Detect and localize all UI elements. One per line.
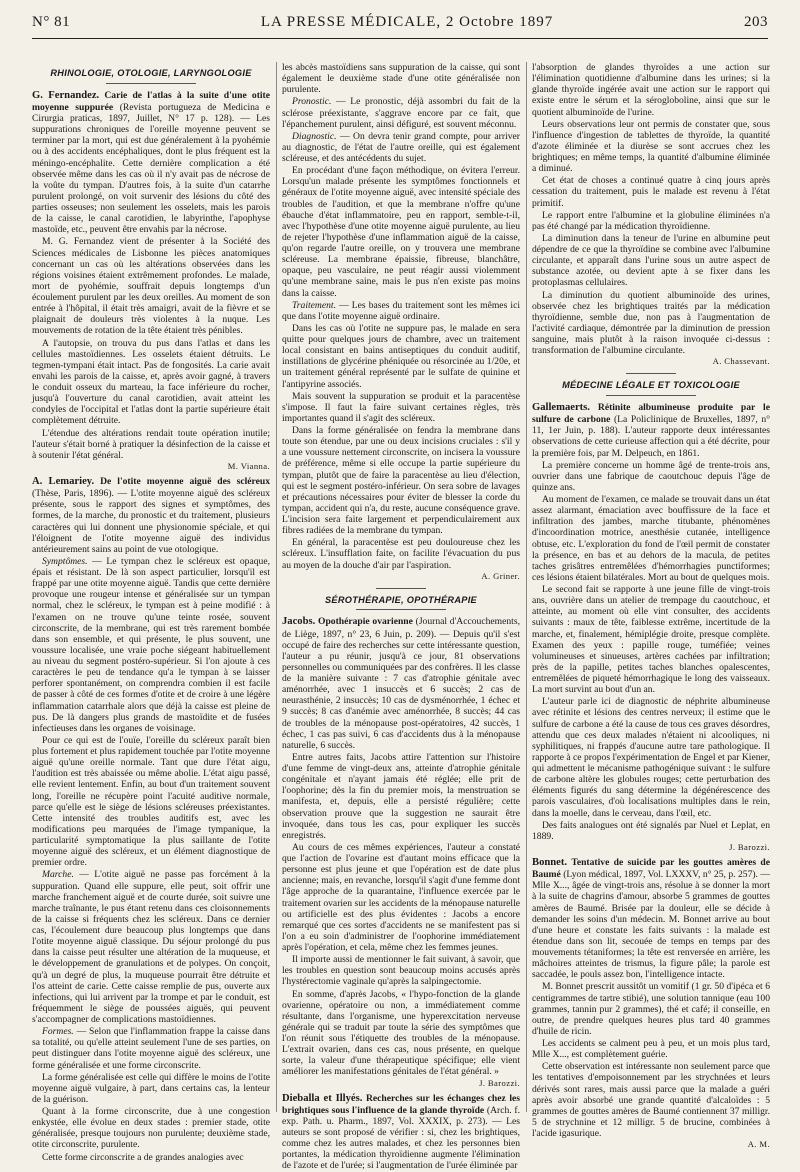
running-header <box>32 14 768 36</box>
page-number: 203 <box>743 14 768 30</box>
signature: A. M. <box>747 1139 770 1150</box>
paragraph: les abcès mastoïdiens sans suppuration de la caisse, qui sont également le deuxième stade d'une otite généralisée non purulente. <box>282 62 520 96</box>
three-column-body <box>32 62 770 1172</box>
section-rule <box>376 588 426 589</box>
paragraph: L'auteur parle ici de diagnostic de néphrite albumineuse avec rétinite et lésions des centres nerveux; il estime que le sulfure de carbone a été la cause de tous ces graves désordres, attendu que ces deux malades n'étaient ni alcooliques, ni syphilitiques, ni frappés d'aucune autre tare pathologique. Il rapporte à ce propos l'expérimentation de Engel et par Kiener, qui admettent le mécanisme pathogénique suivant : le sulfure de carbone altère les globules rouges; cette perturbation des éléments figurés du sang détermine la dégénérescence des parois vasculaires, d'où localisations multiples dans le rein, dans la moelle, dans le cerveau, dans l'œil, etc. <box>532 696 770 819</box>
paragraph: Mais souvent la suppuration se produit et la paracentèse s'impose. Il faut la faire suivant certaines règles, très importantes quand il s'agit des scléreux. <box>282 390 520 424</box>
paragraph-text: — Les bases du traitement sont les mêmes ici que dans l'otite moyenne aiguë ordinaire. <box>282 299 520 322</box>
article-body: (Lyon médical, 1897, Vol. LXXXV, n° 25, p. 257). — Mlle X..., âgée de vingt-trois ans, résolue à se donner la mort à la suite de chagrins d'amour, absorbe 5 grammes de gouttes amères de Baumé. Brisée par la douleur, elle se décide à demander les soins d'un médecin. M. Bonnet arrive au bout d'une heure et constate les faits suivants : la malade est étendue dans son lit, secouée de temps en temps par des mouvements tétaniformes; la tête est renversée en arrière, les mâchoires atteintes de trismus, la figure pâle; la parole est saccadée, le pouls assez bon, l'intelligence intacte. <box>532 869 770 981</box>
paragraph: Dans la forme généralisée on fendra la membrane dans toute son étendue, par une ou deux incisions cruciales : s'il y a une voussure nettement circonscrite, on incisera la voussure de préférence, même si elle occupe la partie supérieure du tympan, plutôt que de faire la paracentèse au lieu d'élection, qui est le segment postéro-inférieur. On sera sobre de lavages et précautions nécessaires pour éviter de blesser la corde du tympan, accident qui n'a, du reste, aucune conséquence grave. L'incision sera faite largement et perpendiculairement aux fibres radiées de la membrane du tympan. <box>282 425 520 537</box>
section-heading-rhinology: RHINOLOGIE, OTOLOGIE, LARYNGOLOGIE <box>50 68 252 78</box>
column-2 <box>282 62 520 1172</box>
article-gallemaerts <box>532 402 770 459</box>
paragraph: M. G. Fernandez vient de présenter à la Société des Sciences médicales de Lisbonne les pièces anatomiques concernant un cas où les altérations observées dans les régions voisines étaient extrêmement profondes. Le malade, mort de pyohémie, souffrait depuis longtemps d'un écoulement purulent par les deux oreilles. Au moment de son entrée à l'hôpital, il était très amaigri, avait de la fièvre et se plaignait de douleurs très violentes à la nuque. Les mouvements de rotation de la tête étaient très pénibles. <box>32 236 270 337</box>
subheading-label: Traitement. <box>292 299 336 311</box>
paragraph-text: — On devra tenir grand compte, pour arriver au diagnostic, de l'état de l'autre oreille, qui est également scléreuse, et des antécédents du sujet. <box>282 130 520 164</box>
article-body: (La Policlinique de Bruxelles, 1897, n° 11, 1er Juin, p. 188). L'auteur rapporte deux intéressantes observations de cette curieuse affection qui a été décrite, pour la première fois, par M. Delpeuch, en 1861. <box>532 414 770 459</box>
column-1 <box>32 62 271 1163</box>
paragraph: Leurs observations leur ont permis de constater que, sous l'influence d'ingestion de tablettes de thyroïde, la quantité d'azote éliminée et la diurèse se sont accrues chez les brightiques; en même temps, la quantité d'albumine éliminée a diminué. <box>532 118 770 175</box>
paragraph: l'absorption de glandes thyroïdes a une action sur l'élimination quotidienne d'albumine dans les urines; si la glande thyroïde ingérée avait une action sur le rapport qui existe entre le sérum et la sérogloboline, ainsi que sur le quotient albuminoïde de l'urine. <box>532 62 770 118</box>
section-rule <box>606 395 696 396</box>
article-body: (Revista portugueza de Medicina e Cirurgia praticas, 1897, Juillet, N° 17 p. 128). — Les suppurations chroniques de l'oreille moyenne peuvent se terminer par la mort, qui est due généralement à la pyohémie ou à des accidents encéphaliques, dont le plus fréquent est la méningo-encéphalite. Cette dernière complication a été observée même dans les cas où il n'y avait pas de nécrose de la voûte du tympan. D'autres fois, à la suite d'un catarrhe purulent prolongé, on voit survenir des lésions du côté des parties osseuses; non seulement les osselets, mais les parois de la caisse, le canal carotidien, le labyrinthe, l'apophyse mastoïde, etc., peuvent être envahis par la nécrose. <box>32 101 270 236</box>
column-divider <box>526 62 527 1112</box>
signature: A. Griner. <box>481 570 520 581</box>
paragraph: L'étendue des altérations rendait toute opération inutile; l'auteur s'était borné à pratiquer la désinfection de la caisse et à soutenir l'état général. <box>32 427 270 461</box>
paragraph: Au cours de ces mêmes expériences, l'auteur a constaté que l'action de l'ovarine est d'autant moins efficace que la personne est plus jeune et que l'opération est de date plus ancienne; mais, en revanche, lorsqu'il s'agit d'une femme dont l'âge approche de la quarantaine, l'influence exercée par le traitement ovarien sur les accidents de la ménopause naturelle ou artificielle est des plus évidentes : Jacobs a encore remarqué que ces sortes d'accidents ne se manifestent pas si l'on a eu soin d'administrer de l'oophorine immédiatement après l'opération, et cela, même chez les femmes jeunes. <box>282 841 520 954</box>
paragraph: La diminution du quotient albuminoïde des urines, observée chez les brightiques traités par la médication thyroïdienne, semble due, non pas à l'augmentation de l'activité cardiaque, démontrée par la diminution de pression sanguine, mais plutôt à la raison invoquée ci-dessus : transformation de l'albumine circulante. <box>532 289 770 357</box>
signature: J. Barozzi. <box>479 1077 520 1088</box>
paragraph <box>32 869 270 1025</box>
article-author: Gallemaerts. <box>532 401 590 413</box>
article-body: (Journal d'Accouchements, de Liège, 1897, n° 23, 6 Juin, p. 209). — Depuis qu'il s'est occupé de faire des recherches sur cette intéressante question, l'auteur a pu réunir, jusqu'à ce jour, 81 observations personnelles ou communiquées par des confrères. Il les classe de la manière suivante : 7 cas d'atrophie génitale avec aménorrhée, avec 1 insuccès et 6 succès; 2 cas de neurasthénie, 2 insuccès; 10 cas de dysménorrhée, 1 échec et 9 succès; 8 cas d'anémie avec aménorrhée, 8 succès; 44 cas de troubles de la ménopause post-opératoires, 42 succès, 1 échec, 1 cas pas suivi, 6 cas d'accidents dus à la ménopause naturelle, 6 succès. <box>282 616 520 751</box>
column-divider <box>276 62 277 1112</box>
paragraph: Cette forme circonscrite a de grandes analogies avec <box>42 1151 244 1163</box>
article-author: Jacobs. <box>282 616 316 628</box>
paragraph: La forme généralisée est celle qui diffère le moins de l'otite moyenne aiguë vulgaire, à part, dans certains cas, la lenteur de la guérison. <box>32 1071 270 1105</box>
section-heading-serotherapy: SÉROTHÉRAPIE, OPOTHÉRAPIE <box>325 594 477 605</box>
paragraph: Pour ce qui est de l'ouïe, l'oreille du scléreux paraît bien plus fortement et plus rapidement touchée par l'otite moyenne aiguë qu'une oreille normale. Tant que dure l'état aigu, l'audition est très abaissée ou même abolie. L'état aigu passé, elle revient lentement. Enfin, au bout d'un traitement souvent long, l'oreille ne récupère point l'acuité auditive normale, parce qu'elle est le siège de lésions scléreuses préexistantes. Cette intensité des troubles auditifs est, avec les modifications peu marquées de l'image tympanique, la particularité symptomatique la plus saillante de l'otite moyenne aiguë des scléreux, et un élément diagnostique de premier ordre. <box>32 734 270 869</box>
article-jacobs <box>282 616 520 751</box>
article-author: A. Lemariey. <box>32 475 95 487</box>
paragraph: Dans les cas où l'otite ne suppure pas, le malade en sera quitte pour quelques jours de chambre, avec un traitement local consistant en bains antiseptiques du conduit auditif, instillations de glycérine phéniquée ou résorcinée au 1/20e, et un traitement général représenté par le sulfate de quinine et l'antipyrine associés. <box>282 322 520 390</box>
paragraph-text: — Selon que l'inflammation frappe la caisse dans sa totalité, ou qu'elle atteint seulement l'une de ses parties, on peut distinguer dans l'otite moyenne aiguë des scléreux, une forme généralisée et une forme circonscrite. <box>32 1026 270 1071</box>
article-dieballa <box>282 1093 520 1172</box>
section-rule <box>356 609 446 610</box>
paragraph: Entre autres faits, Jacobs attire l'attention sur l'histoire d'une femme de vingt-deux ans, atteinte d'atrophie génitale congénitale et n'ayant jamais été réglée; elle prit de l'oophorine; dès la fin du premier mois, la menstruation se manifesta, et, depuis, elle a persisté régulière; cette observation prouve que la suggestion ne saurait être invoquée, dans tous les cas, pour expliquer les succès enregistrés. <box>282 751 520 841</box>
paragraph <box>282 131 520 164</box>
paragraph: Des faits analogues ont été signalés par Nuel et Leplat, en 1889. <box>532 819 770 842</box>
paragraph: Le rapport entre l'albumine et la globuline éliminées n'a pas été changé par la médication thyroïdienne. <box>532 209 770 232</box>
article-lemariey <box>32 476 270 555</box>
article-author: Bonnet. <box>532 856 568 868</box>
paragraph: Il importe aussi de mentionner le fait suivant, à savoir, que les troubles en question sont beaucoup moins accusés après l'hystérectomie vaginale qu'après la salpingectomie. <box>282 954 520 988</box>
paragraph <box>282 300 520 322</box>
paragraph <box>32 1026 270 1071</box>
paragraph: A l'autopsie, on trouva du pus dans l'atlas et dans les cellules mastoïdiennes. Les osselets étaient détruits. Le tegmen-tympani était intact. Pas de fongosités. La carie avait envahi les parois de la caisse, et, après avoir gagné, à travers le conduit osseux du marteau, la face inférieure du rocher, jusqu'à l'ouverture du canal carotidien, avait atteint les condyles de l'occipital et l'atlas dont la partie supérieure était complètement détruite. <box>32 337 270 427</box>
paragraph: En général, la paracentèse est peu douloureuse chez les scléreux. L'insufflation faite, on facilite l'évacuation du pus au moyen de la douche d'air par l'aspiration. <box>282 537 520 571</box>
article-title: Carie de l'atlas à la suite d'une otite moyenne suppurée <box>32 89 271 113</box>
section-rule <box>626 373 676 374</box>
paragraph <box>32 556 270 734</box>
article-body: (Thèse, Paris, 1896). — L'otite moyenne aiguë des scléreux présente, sous le rapport des signes et symptômes, des formes, de la marche, du pronostic et du traitement, plusieurs caractères qui lui donnent une physionomie spéciale, et qui l'éloignent de l'otite moyenne aiguë des individus antérieurement sains au point de vue otologique. <box>32 488 270 555</box>
paragraph: Les accidents se calment peu à peu, et un mois plus tard, Mlle X..., est complètement guérie. <box>532 1038 770 1061</box>
paragraph <box>282 96 520 129</box>
issue-number: N° 81 <box>32 14 71 30</box>
subheading-label: Formes. <box>42 1026 74 1038</box>
paragraph: La diminution dans la teneur de l'urine en albumine peut dépendre de ce que la thyroïdine se combine avec l'albumine circulante, et apparaît dans l'urine sous un autre aspect de substance azotée, ou devient apte à se fixer dans les protoplasmas cellulaires. <box>532 232 770 289</box>
paragraph: Le second fait se rapporte à une jeune fille de vingt-trois ans, ouvrière dans un atelier de trempage du caoutchouc, et atteinte, au moment où elle vint consulter, des accidents suivants : maux de tête, faiblesse extrême, incertitude de la marche, et, finalement, hémiplégie droite, presque complète. Examen des yeux : papille rouge, tuméfiée; veines volumineuses et sinueuses, artères cachées par infiltration; près de la papille, petites taches blanches opalescentes, entremêlées de piqueté hémorrhagique le long des vaisseaux. La mort survint au bout d'un an. <box>532 584 770 696</box>
signature: M. Vianna. <box>227 460 270 471</box>
article-bonnet <box>532 857 770 981</box>
subheading-label: Marche. <box>42 869 74 881</box>
column-3 <box>532 62 770 1150</box>
article-title: De l'otite moyenne aiguë des scléreux <box>100 475 271 487</box>
paragraph: En procédant d'une façon méthodique, on évitera l'erreur. Lorsqu'un malade présente les symptômes fonctionnels et généraux de l'otite moyenne aiguë, avec intensité spéciale des troubles de l'audition, et que la membrane n'offre qu'une ébauche d'état inflammatoire, peu en rapport, semble-t-il, avec l'hypothèse d'une otite moyenne aiguë purulente, au lieu de rejeter l'hypothèse d'une inflammation aiguë de la caisse, qu'on regarde l'autre oreille, on y trouvera une membrane scléreuse. La membrane épaissie, fibreuse, blanchâtre, opaque, peu vasculaire, ne peut réagir aussi violemment qu'une membrane saine, mais le pus n'en existe pas moins dans la caisse. <box>282 165 520 299</box>
article-body: (Arch. f. exp. Path. u. Pharm., 1897, Vol. XXXIX, p. 273). — Les auteurs se sont proposé de vérifier : si, chez les brightiques, comme chez les autres malades, et chez les personnes bien portantes, la médication thyroïdienne augmente l'élimination de l'azote et de l'urée; si l'augmentation de l'urée éliminée par <box>282 1104 520 1172</box>
article-fernandez <box>32 90 270 236</box>
article-author: Dieballa et Illyés. <box>282 1092 363 1104</box>
section-rule <box>106 83 196 84</box>
signature: J. Barozzi. <box>729 841 770 852</box>
subheading-label: Pronostic. <box>292 96 332 108</box>
paragraph: Au moment de l'examen, ce malade se trouvait dans un état assez alarmant, émaciation avec bouffissure de la face et infiltration des jambes, marche titubante, phénomènes d'incoordination motrice, anesthésie cutanée, intelligence obtuse, etc. L'exploration du fond de l'œil permit de constater la présence, en bas et au dehors de la macula, de petites taches grisâtres entremêlées d'hémorrhagies punctiformes; ces lésions étaient bilatérales. Mort au bout de quelques mois. <box>532 494 770 583</box>
paragraph-text: — Le tympan chez le scléreux est opaque, épais et résistant. De là son aspect particulier, lorsqu'il est frappé par une otite moyenne aiguë. Tandis que cette dernière provoque une rougeur intense et généralisée sur un tympan normal, chez le scléreux, le tympan est à peine modifié : à l'examen on ne trouve qu'une teinte rosée, souvent circonscrite, de la membrane, qui est très rarement bombée dans son ensemble, et qui présente, le plus souvent, une voussure localisée, une vraie poche siégeant habituellement au niveau du segment postéro-supérieur. Si l'on ajoute à ces caractères le peu de tendance qu'a le tympan à se laisser perforer spontanément, on comprendra combien il est facile de passer à côté de ces formes d'otite et de croire à une légère inflammation catarrhale alors que déjà la caisse est pleine de pus. De là dangers plus grands de mastoïdite et de fusées infectieuses dans les organes de voisinage. <box>32 555 270 734</box>
section-heading-legal-medicine: MÉDECINE LÉGALE ET TOXICOLOGIE <box>562 380 740 391</box>
paragraph: Cette observation est intéressante non seulement parce que les tentatives d'empoisonnement par les strychnées et leurs dérivés sont rares, mais aussi parce que la malade a guéri après avoir absorbé une grande quantité d'alcaloïdes : 5 grammes de gouttes amères de Baumé contiennent 37 milligr. 5 de strychnine et 12 milligr. 5 de brucine, combinées à l'acide igasurique. <box>532 1061 770 1140</box>
paragraph: Quant à la forme circonscrite, due à une congestion enkystée, elle évolue en deux stades : premier stade, otite généralisée, presque toujours non purulente; deuxième stade, otite circonscrite, purulente. <box>32 1106 270 1151</box>
paragraph: Cet état de choses a continué quatre à cinq jours après cessation du traitement, puis le malade est revenu à l'état primitif. <box>532 175 770 209</box>
article-title: Opothérapie ovarienne <box>317 616 413 628</box>
article-author: G. Fernandez. <box>32 89 100 101</box>
subheading-label: Diagnostic. <box>292 130 337 142</box>
journal-title-date: LA PRESSE MÉDICALE, 2 Octobre 1897 <box>260 14 554 30</box>
paragraph: M. Bonnet prescrit aussitôt un vomitif (1 gr. 50 d'ipéca et 6 centigrammes de tartre stibié), une solution tannique (eau 100 grammes, tannin pur 2 grammes), thé et café; il conseille, en outre, de prendre quelques heures plus tard 40 grammes d'huile de ricin. <box>532 981 770 1037</box>
signature: A. Chassevant. <box>712 356 770 367</box>
paragraph-text: — Le pronostic, déjà assombri du fait de la sclérose préexistante, s'aggrave encore par ce fait, que l'épanchement purulent, ainsi défiguré, est souvent méconnu. <box>282 96 520 130</box>
paragraph-text: — L'otite aiguë ne passe pas forcément à la suppuration. Quand elle suppure, elle peut, soit offrir une marche franchement aiguë et de courte durée, soit suivre une marche traînante, le pus étant retenu dans ces cloisonnements de la caisse si fréquents chez les scléreux. Dans ce dernier cas, l'écoulement dure beaucoup plus longtemps que dans l'otite moyenne aiguë classique. Du séjour prolongé du pus dans la caisse peut résulter une altération de la muqueuse, et le développement de granulations et de polypes. On conçoit, qu'à un degré de plus, la muqueuse pourrait être détruite et l'os atteint de carie. Cette caisse remplie de pus, ouverte aux infections, qui lui arrivent par la trompe et par le conduit, est fréquemment le siège de poussées aiguës, qui peuvent s'accompagner de complications mastoïdiennes. <box>32 869 270 1026</box>
article-title: Rétinite albumineuse produite par le sulfure de carbone <box>532 401 770 426</box>
article-title: Recherches sur les échanges chez les brightiques sous l'influence de la glande thyroïde <box>282 1092 520 1116</box>
header-rule <box>32 38 768 39</box>
subheading-label: Symptômes. <box>42 555 88 567</box>
article-title: Tentative de suicide par les gouttes amères de Baumé <box>532 856 770 881</box>
paragraph: La première concerne un homme âgé de trente-trois ans, ouvrier dans une fabrique de caoutchouc depuis l'âge de quinze ans. <box>532 459 770 493</box>
paragraph: En somme, d'après Jacobs, « l'hypo-fonction de la glande ovarienne, opératoire ou non, a immédiatement comme résultante, dans l'organisme, une hyperexcitation nerveuse générale qui se traduit par toute la série des symptômes que l'on réunit sous l'étiquette des troubles de la ménopause. L'extrait ovarien, dans ces cas, nous présente, en quelque sorte, la valeur d'une thérapeutique spécifique; elle vient améliorer les manifestations génitales de l'état général. » <box>282 988 520 1078</box>
